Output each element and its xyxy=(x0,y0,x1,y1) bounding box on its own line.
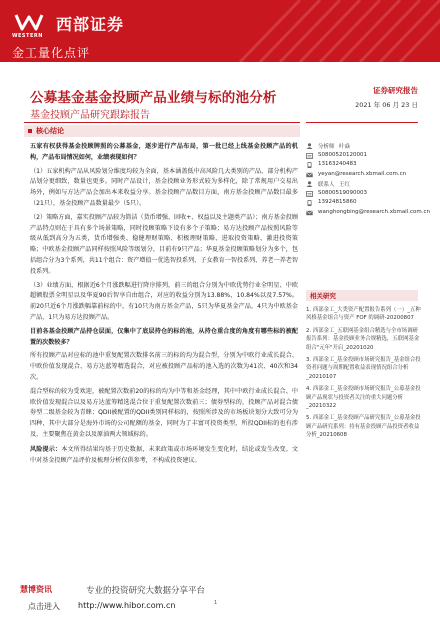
divider-right xyxy=(306,122,418,123)
phone-icon xyxy=(306,162,313,168)
paragraph-question-2: 目前各基金投顾产品持仓层面，仅集中了底层持仓的标的池，从持仓重合度的角度有哪些标的被配置的次数较多？ xyxy=(30,327,298,346)
section-header xyxy=(24,125,300,137)
paragraph-fund-types: 混合型标的较为受欢迎，被配置次数前20的标的均为中等和基金经理，其中中欧行业成长混合、中欧价值发现混合以及易方达蓝筹精选混合位于重复配置次数前三；债券型标的，投顾产品对混合债券型二级基金较为青睐；QDII被配置的QDII类别同样标的，按照所涉及的市场板块划分大致可分为四种，其中大部分是海外市场的公司配额的基金，同时为了丰富可投资类型，所投QDII标的也有涉及，主要聚焦在黄金以及原油两大领域标的。 xyxy=(30,387,298,438)
paragraph-strategy: （2）策略方面，嘉实投顾产品较为简洁（货币增强、固收+、权益以及主题类产品）；南方基金投顾产品特点则在于具有多个场景策略，同时投顾策略下设有多个子策略；易方达投顾产品按照风险等级从低到高分为五类，货币增强类、稳健理财策略、积极理财策略、进取投资策略、激进投资策略；中欧基金投顾产品同样按照风险等级划分，目前有9只产品；华夏基金投顾策略划分为多个，包括组合分为3个系列，共11个组合：资产增值一优选智投系列、子女教育一智投系列、养老一养老智投系列。 xyxy=(30,213,298,275)
main-content xyxy=(30,142,298,469)
analyst-row xyxy=(306,152,422,162)
paragraph-risk xyxy=(30,445,298,467)
analyst-row xyxy=(306,208,430,219)
related-research-item[interactable]: 2. 西部金工_五联网基金组合精选与全市场调研报告系列：基金投顾业务合规精选，五联网基金组合"元年"开启_20201020 xyxy=(306,327,420,351)
related-research-header xyxy=(306,290,418,301)
risk-label: 风险提示： xyxy=(30,445,62,453)
id-icon xyxy=(306,191,313,197)
contact-name: 王红 xyxy=(339,182,351,188)
contact-label: 联系人 xyxy=(318,182,335,188)
user-icon xyxy=(306,143,313,149)
contact-id: S0800519090003 xyxy=(318,189,367,196)
related-research-list xyxy=(306,306,422,444)
analyst-email[interactable]: yeyan@research.xbmail.com.cn xyxy=(318,170,407,177)
analyst-id: S0800520120001 xyxy=(318,151,367,158)
analyst-phone: 13163240483 xyxy=(318,161,357,167)
analyst-row xyxy=(306,199,422,209)
paragraph-performance: （3）业绩方面，根据近6个月涨跌幅进行降序排列，前三的组合分别为中欧优势行业全明星、中欧超额股票全明星以及华夏90后智享自由组合，对应的收益分别为13.88%、10.84%以及7.57%。前20只近6个月涨跌幅靠前标的中，有10只为南方基金产品，5只为华夏基金产品，4只为中欧基金产品，1只为易方达投顾产品。 xyxy=(30,281,298,321)
footer-url-link[interactable]: http://www.hibor.com.cn xyxy=(78,601,176,610)
report-tag: 证券研究报告 xyxy=(373,86,418,95)
header-banner xyxy=(0,0,440,62)
report-type: 金工量化点评 xyxy=(12,46,91,60)
analyst-row xyxy=(306,180,422,190)
footer-click-link[interactable]: 点击进入 xyxy=(28,602,60,611)
mail-icon xyxy=(306,172,313,178)
analyst-row xyxy=(306,190,422,200)
contact-email[interactable]: wanghongbing@research.xbmail.com.cn xyxy=(318,208,430,215)
id-icon xyxy=(306,153,313,159)
analyst-row xyxy=(306,171,422,181)
divider-left xyxy=(24,122,300,123)
paragraph-question-1: 五家有权获得基金投顾牌照的公募基金，逐步进行产品布局，第一批已经上线基金投顾产品的机构，产品布局情况如何，业绩表现如何？ xyxy=(30,143,298,161)
risk-text: 本文所得结果均基于历史数据，未来政策或市场环境发生变化时，结论或发生改变。文中对基金投顾产品评价及梳理分析仅供参考，不构成投资建议。 xyxy=(30,445,299,464)
footer-logo: 慧博资讯 xyxy=(20,585,52,594)
company-name: 西部证券 xyxy=(56,15,125,34)
paragraph-top-holdings: 所有投顾产品对应标的池中重复配置次数排名前三的标的均为混合型，分别为中欧行业成长混合、中欧价值发现混合、易方达蓝筹精选混合，对应被投顾产品标的池入选的次数为41次、40次和34次。 xyxy=(30,352,298,381)
banner-stripes xyxy=(180,0,440,62)
mail-icon xyxy=(306,210,313,216)
analyst-panel xyxy=(306,142,430,218)
footer-slogan: 专业的投资研究大数据分享平台 xyxy=(86,586,206,596)
paragraph-product-layout: （1）五家机构产品从风险划分维度均较为全面，基本涵盖低中高风险几大类别的产品，部分机构产品划分更细致，数量也更多。同时产品设计，基金投顾业务形式较为多样化，除了常规用户交易出场外，例如与方达产品会加出本来收益分享。基金投顾产品数目方面，南方基金投顾产品数目最多（21只），基金投顾产品数量最少（5只）。 xyxy=(30,167,298,207)
user-icon xyxy=(306,181,313,187)
analyst-row xyxy=(306,142,422,152)
contact-phone: 13924815860 xyxy=(318,199,357,205)
company-logo-icon xyxy=(14,11,44,33)
page-number: 1 xyxy=(214,600,218,606)
related-research-item[interactable]: 5. 西部金工_基金投顾产品研究报告_公募基金投顾产品研究系列：持有基金投顾产品投资者收益分析_20210608 xyxy=(306,415,421,439)
section-marker-icon xyxy=(28,129,32,133)
analyst-row xyxy=(306,161,422,171)
analyst-name: 叶焱 xyxy=(339,144,351,150)
analyst-label: 分析师 xyxy=(318,144,335,150)
report-date: 2021 年 06 月 23 日 xyxy=(355,101,418,109)
logo-text: WESTERN xyxy=(12,33,43,39)
related-research-item[interactable]: 3. 西部金工_基金投顾市场研究报告_基金组合投资者问题与周期配置收益表现情况组合分析_20210107 xyxy=(306,357,421,380)
related-research-item[interactable]: 1. 西部金工_大类资产配置报告系列（一）_五种风格基金组合与资产 FOF 的调研-20200807 xyxy=(306,307,421,322)
related-research-label: 相关研究 xyxy=(310,292,336,300)
section-label: 核心结论 xyxy=(36,127,64,135)
report-subtitle: 基金投顾产品研究跟踪报告 xyxy=(30,110,150,121)
related-research-item[interactable]: 4. 西部金工_基金投顾市场研究报告_公募基金投顾产品现状与投资者关注的重大问题分析_20210322 xyxy=(306,386,421,410)
phone-icon xyxy=(306,200,313,206)
report-title: 公募基金基金投顾产品业绩与标的池分析 xyxy=(30,90,277,106)
